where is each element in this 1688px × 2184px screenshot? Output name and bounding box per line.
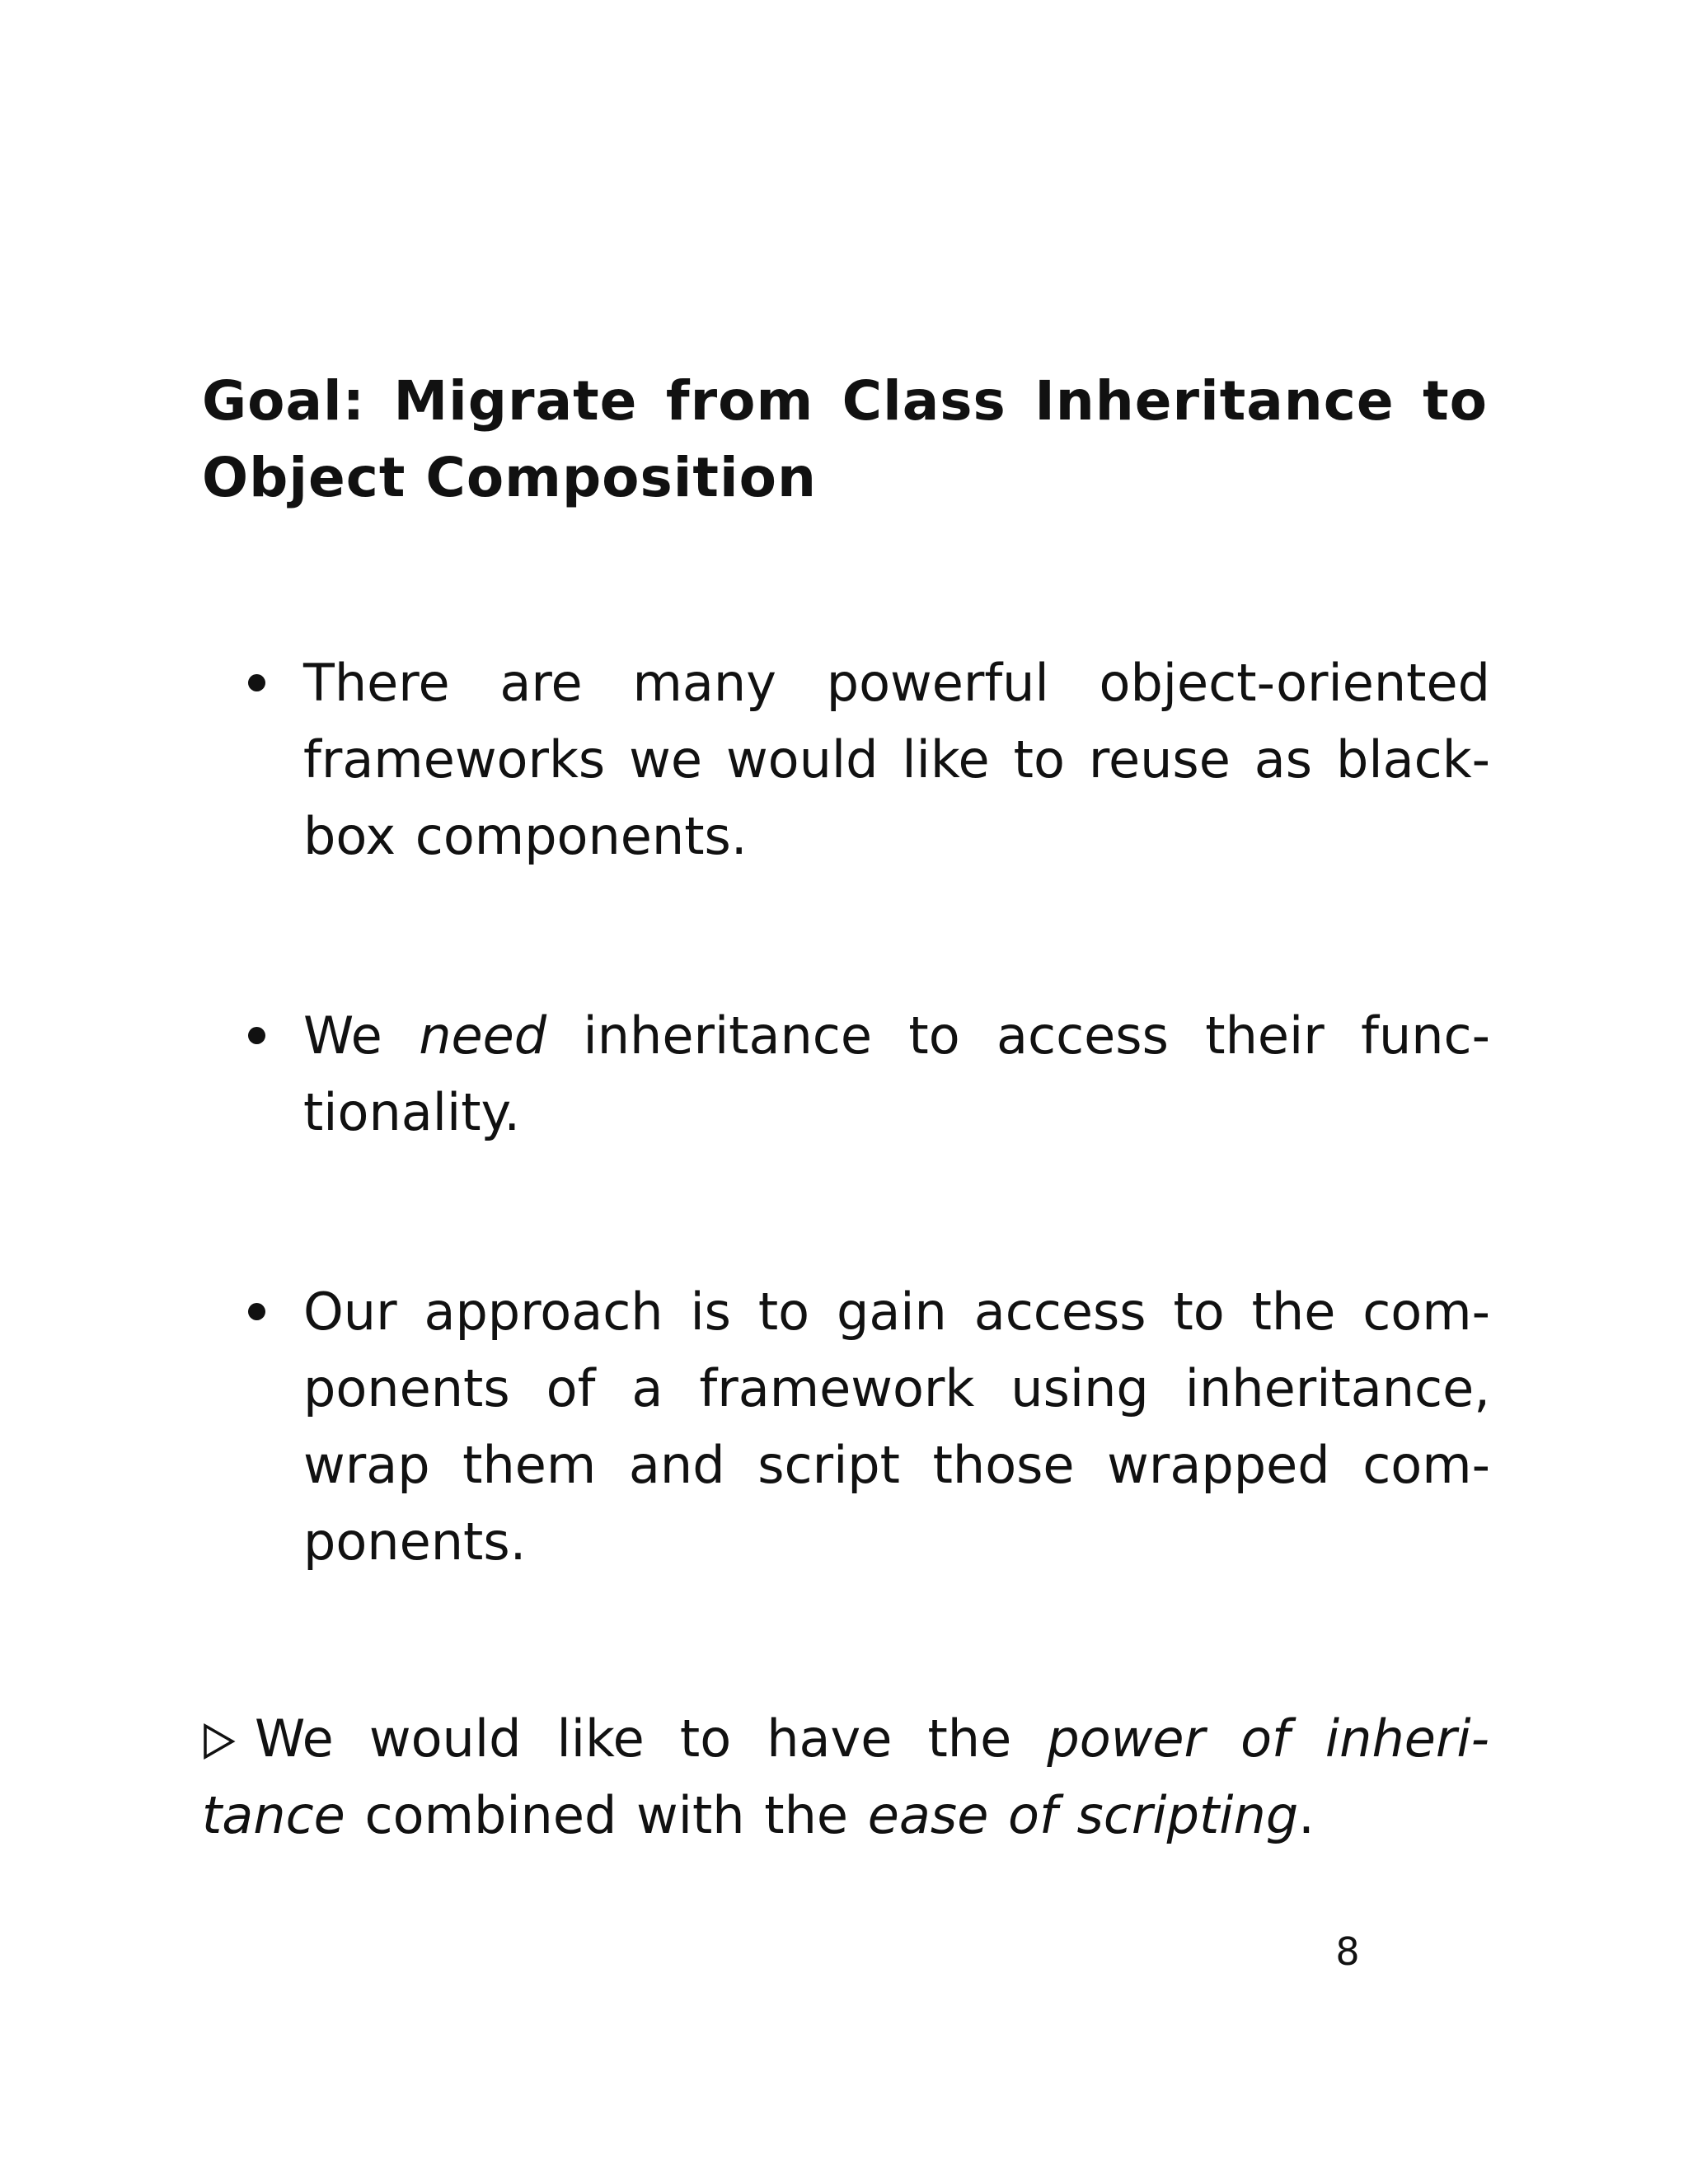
conclusion-line-2 xyxy=(202,1777,1489,1854)
bullet-1-line-2: frameworks we would like to reuse as black- xyxy=(303,729,1490,790)
bullet-item xyxy=(303,644,1490,874)
conclusion xyxy=(202,1700,1489,1854)
page-number: 8 xyxy=(1335,1929,1360,1974)
triangle-right-icon xyxy=(202,1722,237,1761)
conclusion-emphasis: power of inheri- xyxy=(1047,1708,1489,1769)
bullet-2-line-1 xyxy=(303,997,1490,1074)
bullet-item xyxy=(303,997,1490,1151)
bullet-1-line-3: box components. xyxy=(303,806,748,866)
conclusion-text: We would like to have the xyxy=(255,1708,1048,1769)
bullet-3-line-1: Our approach is to gain access to the com- xyxy=(303,1282,1490,1342)
bullet-2-text: We xyxy=(303,1005,420,1066)
conclusion-text: . xyxy=(1298,1785,1315,1845)
bullet-2-emphasis: need xyxy=(419,1005,547,1066)
bullet-3-line-4: ponents. xyxy=(303,1511,527,1572)
bullet-dot-icon xyxy=(248,1027,265,1044)
bullet-1-line-1: There are many powerful object-oriented xyxy=(303,653,1490,713)
bullet-2-text: inheritance to access their func- xyxy=(546,1005,1490,1066)
conclusion-text: combined with the xyxy=(345,1785,868,1845)
conclusion-emphasis: ease of scripting xyxy=(867,1785,1299,1845)
bullet-3-line-2: ponents of a framework using inheritance, xyxy=(303,1358,1490,1418)
conclusion-line-1 xyxy=(202,1700,1489,1777)
title-line-2: Object Composition xyxy=(202,446,817,509)
bullet-dot-icon xyxy=(248,1303,265,1320)
bullet-2-line-2: tionality. xyxy=(303,1082,521,1142)
bullet-item xyxy=(303,1273,1490,1580)
bullet-3-line-3: wrap them and script those wrapped com- xyxy=(303,1435,1490,1495)
conclusion-emphasis: tance xyxy=(202,1785,345,1845)
bullet-dot-icon xyxy=(248,674,265,691)
title-line-1: Goal: Migrate from Class Inheritance to xyxy=(202,369,1488,433)
